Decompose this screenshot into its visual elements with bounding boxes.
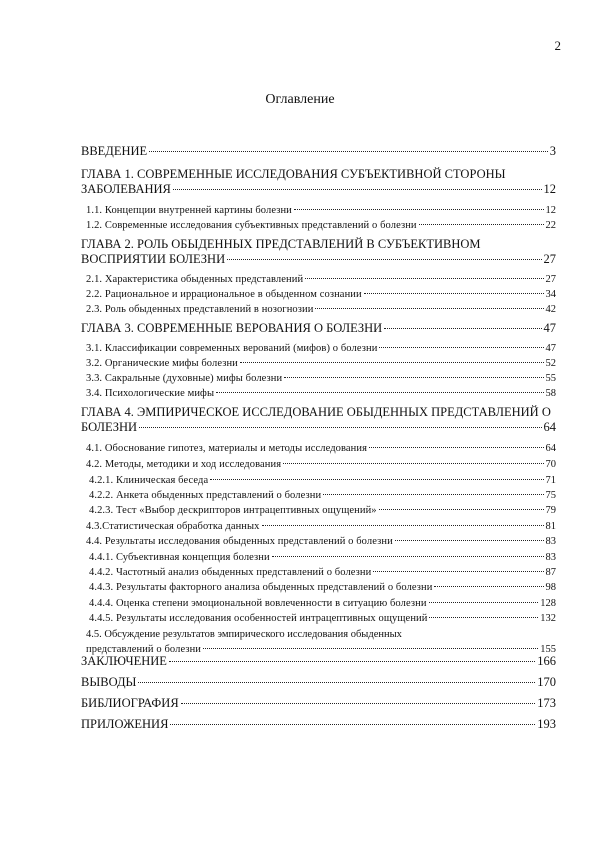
- toc-entry-label: 4.4. Результаты исследования обыденных представлений о болезни: [86, 536, 393, 547]
- page-number: 2: [554, 38, 561, 53]
- toc-entry-page: 170: [537, 675, 556, 689]
- toc-entry-label: 3.3. Сакральные (духовные) мифы болезни: [86, 373, 283, 384]
- toc-entry-page: 3: [549, 144, 556, 158]
- toc-item-s4_2: [81, 457, 556, 472]
- toc-item-s4_4_3: [81, 580, 556, 595]
- toc-entry-row: [81, 203, 556, 218]
- toc-entry-row: [81, 356, 556, 371]
- dot-leader: [384, 328, 541, 329]
- toc-item-s4_2_3: [81, 503, 556, 518]
- dot-leader: [395, 540, 544, 541]
- toc-entry-row: [81, 302, 556, 317]
- toc-entry-row: [81, 717, 556, 732]
- toc-entry-page: 12: [545, 205, 556, 216]
- toc-item-s4_2_2: [81, 488, 556, 503]
- toc-item-s4_1: [81, 441, 556, 456]
- toc-entry-page: 79: [545, 505, 556, 516]
- dot-leader: [181, 703, 536, 704]
- toc-item-appendix: [81, 717, 556, 732]
- toc-heading-line: 4.5. Обсуждение результатов эмпирического исследования обыденных: [86, 629, 402, 640]
- toc-entry-row: [81, 675, 556, 690]
- toc-heading-line: ГЛАВА 4. ЭМПИРИЧЕСКОЕ ИССЛЕДОВАНИЕ ОБЫДЕННЫХ ПРЕДСТАВЛЕНИЙ О: [81, 405, 551, 419]
- toc-entry-page: 64: [543, 420, 556, 434]
- toc-entry-label: 4.2.3. Тест «Выбор дескрипторов интрацептивных ощущений»: [89, 505, 377, 516]
- toc-item-s3_3: [81, 371, 556, 386]
- toc-entry-row: [81, 565, 556, 580]
- toc-entry-label: 4.4.4. Оценка степени эмоциональной вовлеченности в ситуацию болезни: [89, 598, 427, 609]
- dot-leader: [284, 377, 543, 378]
- toc-entry-page: 155: [540, 644, 556, 655]
- toc-entry-page: 58: [545, 388, 556, 399]
- toc-item-s3_1: [81, 341, 556, 356]
- toc-entry-label: 4.2.2. Анкета обыденных представлений о болезни: [89, 490, 322, 501]
- toc-entry-page: 70: [545, 459, 556, 470]
- toc-entry-row: [81, 696, 556, 711]
- toc-item-ch4: [81, 404, 556, 435]
- toc-entry-label: представлений о болезни: [86, 644, 202, 655]
- dot-leader: [272, 556, 544, 557]
- toc-entry-page: 47: [543, 321, 556, 335]
- toc-entry-row: [81, 420, 556, 435]
- toc-entry-label: 1.2. Современные исследования субъективных представлений о болезни: [86, 220, 417, 231]
- toc-entry-label: 4.4.1. Субъективная концепция болезни: [89, 552, 270, 563]
- toc-entry-label: 4.4.5. Результаты исследования особенностей интрацептивных ощущений: [89, 613, 428, 624]
- toc-item-s4_4_5: [81, 611, 556, 626]
- toc-entry-page: 166: [537, 654, 556, 668]
- toc-entry-label: 2.3. Роль обыденных представлений в нозогнозии: [86, 304, 314, 315]
- toc-entry-page: 52: [545, 358, 556, 369]
- dot-leader: [305, 278, 543, 279]
- toc-item-s3_4: [81, 386, 556, 401]
- toc-entry-row: [81, 503, 556, 518]
- toc-entry-row: [81, 534, 556, 549]
- toc-entry-page: 71: [545, 475, 556, 486]
- dot-leader: [419, 224, 544, 225]
- toc-item-s2_1: [81, 272, 556, 287]
- toc-heading-line: ГЛАВА 1. СОВРЕМЕННЫЕ ИССЛЕДОВАНИЯ СУБЪЕКТИВНОЙ СТОРОНЫ: [81, 167, 506, 181]
- dot-leader: [294, 209, 544, 210]
- toc-entry-row: [81, 519, 556, 534]
- dot-leader: [379, 347, 543, 348]
- toc-item-s4_4_1: [81, 550, 556, 565]
- toc-entry-page: 42: [545, 304, 556, 315]
- toc-entry-row: [81, 488, 556, 503]
- toc-entry-label: ЗАКЛЮЧЕНИЕ: [81, 654, 167, 668]
- toc-entry-row: [81, 341, 556, 356]
- toc-entry-row: [81, 386, 556, 401]
- toc-entry-row: [81, 550, 556, 565]
- toc-entry-page: 132: [540, 613, 556, 624]
- toc-item-findings: [81, 675, 556, 690]
- toc-entry-label: ГЛАВА 3. СОВРЕМЕННЫЕ ВЕРОВАНИЯ О БОЛЕЗНИ: [81, 321, 383, 335]
- toc-entry-row: [81, 182, 556, 197]
- toc-entry-page: 98: [545, 582, 556, 593]
- toc-item-s4_3: [81, 519, 556, 534]
- toc-item-s1_2: [81, 218, 556, 233]
- dot-leader: [173, 189, 542, 190]
- toc-item-concl: [81, 654, 556, 669]
- dot-leader: [434, 586, 543, 587]
- toc-item-s4_4_2: [81, 565, 556, 580]
- dot-leader: [429, 602, 539, 603]
- toc-entry-row: [81, 596, 556, 611]
- toc-item-s4_2_1: [81, 473, 556, 488]
- toc-entry-label: 4.1. Обоснование гипотез, материалы и методы исследования: [86, 443, 368, 454]
- toc-entry-page: 83: [545, 536, 556, 547]
- toc-entry-row: [81, 654, 556, 669]
- toc-entry-row: [81, 441, 556, 456]
- toc-item-biblio: [81, 696, 556, 711]
- dot-leader: [216, 392, 543, 393]
- toc-entry-label: БОЛЕЗНИ: [81, 420, 138, 434]
- dot-leader: [139, 427, 541, 428]
- toc-entry-page: 55: [545, 373, 556, 384]
- toc-item-ch3: [81, 321, 556, 336]
- toc-title: Оглавление: [265, 92, 335, 107]
- toc-entry-row: [81, 321, 556, 336]
- toc-item-intro: [81, 144, 556, 159]
- dot-leader: [373, 571, 543, 572]
- toc-entry-page: 75: [545, 490, 556, 501]
- toc-entry-label: БИБЛИОГРАФИЯ: [81, 696, 179, 710]
- dot-leader: [138, 682, 535, 683]
- toc-entry-page: 22: [545, 220, 556, 231]
- toc-entry-label: 2.1. Характеристика обыденных представлений: [86, 274, 304, 285]
- toc-entry-label: ВВЕДЕНИЕ: [81, 144, 148, 158]
- toc-item-s4_4: [81, 534, 556, 549]
- dot-leader: [262, 525, 544, 526]
- toc-entry-row: [81, 218, 556, 233]
- toc-item-s4_4_4: [81, 596, 556, 611]
- toc-entry-row: [81, 272, 556, 287]
- toc-entry-label: ПРИЛОЖЕНИЯ: [81, 717, 169, 731]
- toc-entry-row: [81, 473, 556, 488]
- toc-heading-line: ГЛАВА 2. РОЛЬ ОБЫДЕННЫХ ПРЕДСТАВЛЕНИЙ В СУБЪЕКТИВНОМ: [81, 237, 481, 251]
- toc-entry-label: ВОСПРИЯТИИ БОЛЕЗНИ: [81, 252, 226, 266]
- toc-entry-row: [81, 457, 556, 472]
- toc-entry-label: 2.2. Рациональное и иррациональное в обыденном сознании: [86, 289, 362, 300]
- dot-leader: [170, 724, 535, 725]
- toc-entry-label: 3.4. Психологические мифы: [86, 388, 215, 399]
- dot-leader: [369, 447, 543, 448]
- dot-leader: [169, 661, 535, 662]
- toc-entry-page: 173: [537, 696, 556, 710]
- dot-leader: [203, 648, 538, 649]
- toc-entry-page: 81: [545, 521, 556, 532]
- toc-entry-label: 4.3.Статистическая обработка данных: [86, 521, 260, 532]
- toc-entry-page: 87: [545, 567, 556, 578]
- toc-entry-page: 83: [545, 552, 556, 563]
- dot-leader: [429, 617, 538, 618]
- toc-entry-page: 193: [537, 717, 556, 731]
- toc-entry-page: 47: [545, 343, 556, 354]
- toc-entry-page: 27: [543, 252, 556, 266]
- toc-entry-row: [81, 287, 556, 302]
- toc-entry-page: 34: [545, 289, 556, 300]
- toc-item-s4_5: [81, 627, 556, 657]
- toc-entry-row: [81, 611, 556, 626]
- toc-entry-row: [81, 252, 556, 267]
- dot-leader: [210, 479, 543, 480]
- toc-entry-label: ВЫВОДЫ: [81, 675, 137, 689]
- dot-leader: [323, 494, 543, 495]
- toc-entry-label: ЗАБОЛЕВАНИЯ: [81, 182, 171, 196]
- toc-entry-page: 128: [540, 598, 556, 609]
- toc-item-s2_3: [81, 302, 556, 317]
- toc-entry-label: 1.1. Концепции внутренней картины болезни: [86, 205, 292, 216]
- toc-entry-page: 64: [545, 443, 556, 454]
- toc-entry-page: 12: [543, 182, 556, 196]
- dot-leader: [149, 151, 548, 152]
- toc-entry-label: 4.2.1. Клиническая беседа: [89, 475, 209, 486]
- toc-entry-row: [81, 144, 556, 159]
- toc-item-s1_1: [81, 203, 556, 218]
- toc-entry-row: [81, 580, 556, 595]
- dot-leader: [379, 509, 544, 510]
- dot-leader: [315, 308, 543, 309]
- toc-item-s3_2: [81, 356, 556, 371]
- toc-entry-row: [81, 371, 556, 386]
- toc-item-ch1: [81, 166, 556, 197]
- toc-item-ch2: [81, 236, 556, 267]
- toc-entry-label: 3.1. Классификации современных верований (мифов) о болезни: [86, 343, 378, 354]
- dot-leader: [227, 259, 541, 260]
- toc-entry-page: 27: [545, 274, 556, 285]
- toc-entry-label: 4.4.2. Частотный анализ обыденных представлений о болезни: [89, 567, 372, 578]
- toc-entry-label: 4.2. Методы, методики и ход исследования: [86, 459, 282, 470]
- dot-leader: [283, 463, 543, 464]
- toc-item-s2_2: [81, 287, 556, 302]
- dot-leader: [364, 293, 544, 294]
- toc-entry-label: 4.4.3. Результаты факторного анализа обыденных представлений о болезни: [89, 582, 433, 593]
- dot-leader: [240, 362, 544, 363]
- toc-entry-label: 3.2. Органические мифы болезни: [86, 358, 238, 369]
